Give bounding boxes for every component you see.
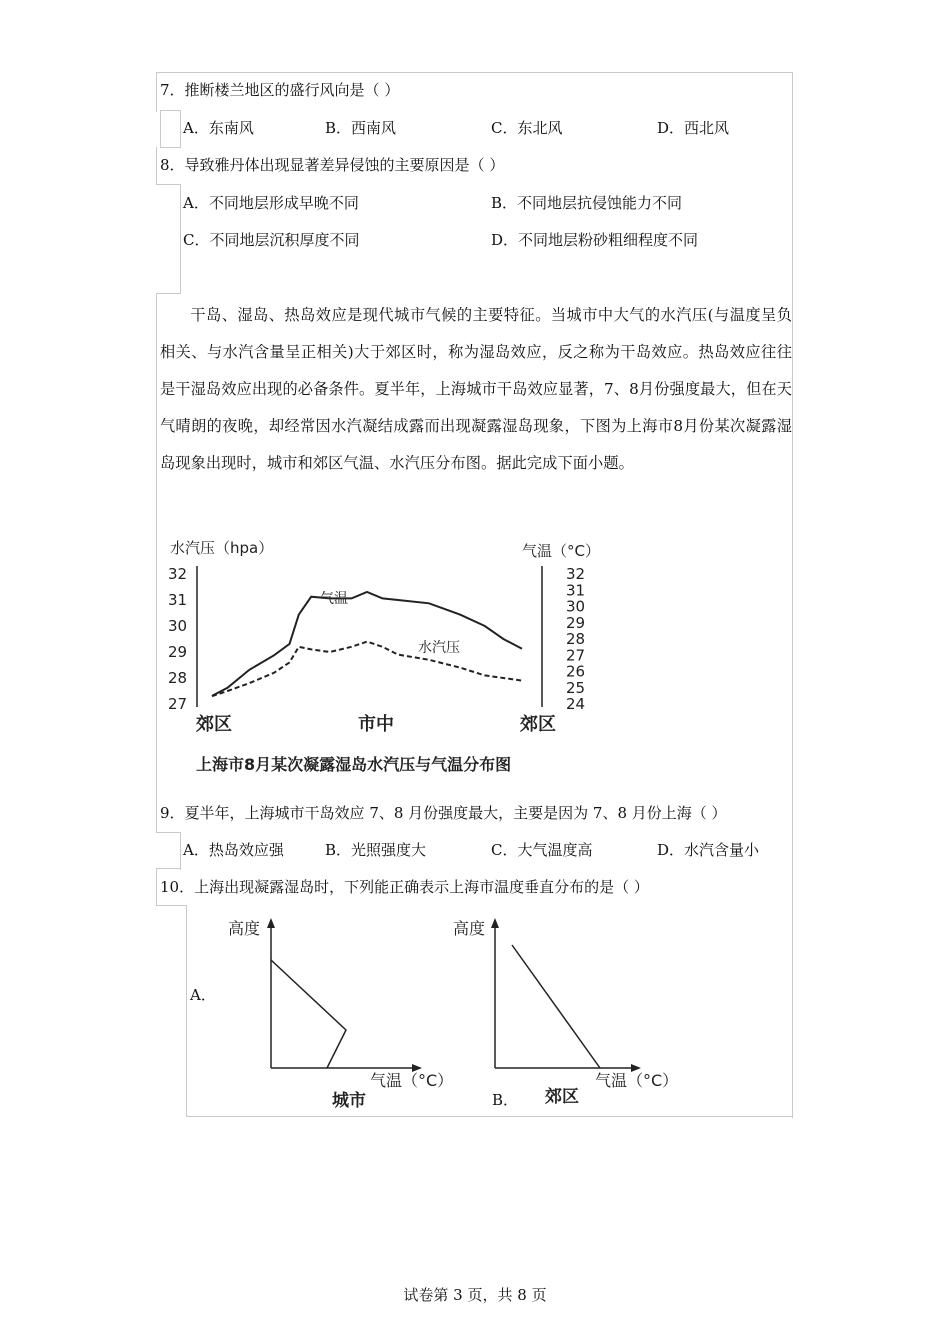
question-10-option-a[interactable]: A． [190,986,216,1004]
question-7-option-d[interactable]: D．西北风 [657,119,730,137]
reading-passage: 干岛、湿岛、热岛效应是现代城市气候的主要特征。当城市中大气的水汽压(与温度呈负相关、与水汽含量呈正相关)大于郊区时，称为湿岛效应，反之称为干岛效应。热岛效应往往是干湿岛效应出现的必备条件。夏半年，上海城市干岛效应显著，7、8月份强度最大，但在天气晴朗的夜晚，却经常因水汽凝结成露而出现凝露湿岛现象，下图为上海市8月份某次凝露湿岛现象出现时，城市和郊区气温、水汽压分布图。据此完成下面小题。 [160,306,792,472]
question-8-option-c[interactable]: C．不同地层沉积厚度不同 [183,231,360,249]
vapor-pressure-series-line [212,642,522,697]
question-10-option-b[interactable]: B． [492,1091,519,1109]
frame-divider [160,110,181,111]
frame-divider [156,868,181,869]
option-a-height-label: 高度 [228,919,261,938]
vapor-pressure-temperature-chart [160,530,620,780]
left-axis-label: 水汽压（hpa） [170,539,274,557]
right-axis-tick-label: 26 [566,662,586,681]
right-axis-tick-label: 27 [566,646,586,665]
x-category-label: 市中 [358,714,394,735]
question-9-option-a[interactable]: A．热岛效应强 [183,841,284,859]
frame-left-border [156,147,157,185]
question-9-option-c[interactable]: C．大气温度高 [491,841,593,859]
option-b-temperature-curve [512,945,600,1068]
x-category-label: 郊区 [520,714,556,735]
left-axis-tick-label: 29 [168,643,188,661]
frame-left-border [156,293,157,833]
question-8-option-b[interactable]: B．不同地层抗侵蚀能力不同 [491,194,683,212]
right-axis-tick-label: 29 [566,613,586,632]
frame-right-border [792,72,793,1118]
vapor-pressure-series-label: 水汽压 [418,640,460,656]
option-b-caption: 郊区 [545,1087,579,1107]
frame-left-border [180,184,181,294]
frame-divider [156,832,181,833]
arrow-up-icon [491,918,499,928]
question-7-option-a[interactable]: A．东南风 [183,119,254,137]
chart-title: 上海市8月某次凝露湿岛水汽压与气温分布图 [196,755,512,774]
left-axis-tick-label: 32 [168,565,188,583]
question-8-option-a[interactable]: A．不同地层形成早晚不同 [183,194,359,212]
option-a-temperature-profile-graph[interactable] [220,910,470,1110]
right-axis-tick-label: 25 [566,678,586,697]
frame-divider [160,147,181,148]
frame-divider [156,905,187,906]
right-axis-tick-label: 31 [566,581,586,600]
arrow-up-icon [267,918,275,928]
question-9-option-d[interactable]: D．水汽含量小 [657,841,760,859]
frame-left-border [180,110,181,148]
right-axis-tick-label: 24 [566,695,586,713]
option-a-temperature-curve [271,960,346,1068]
frame-bottom-border [186,1116,793,1117]
question-8-option-d[interactable]: D．不同地层粉砂粗细程度不同 [491,231,699,249]
question-7-option-c[interactable]: C．东北风 [491,119,563,137]
frame-left-border [160,110,161,148]
left-axis-tick-label: 31 [168,591,188,609]
right-axis-label: 气温（°C） [522,542,600,560]
frame-left-border [180,832,181,870]
left-axis-tick-label: 30 [168,617,188,635]
page-footer: 试卷第 3 页，共 8 页 [403,1286,547,1304]
frame-left-border [156,72,157,112]
option-a-caption: 城市 [332,1091,366,1110]
frame-left-border [186,905,187,1117]
frame-top-border [156,72,793,73]
question-10-stem: 10．上海出现凝露湿岛时，下列能正确表示上海市温度垂直分布的是（ ） [160,878,649,896]
x-category-label: 郊区 [196,714,232,735]
option-a-temperature-label: 气温（°C） [370,1071,454,1090]
question-7-stem: 7．推断楼兰地区的盛行风向是（ ） [160,81,400,99]
question-9-stem: 9．夏半年，上海城市干岛效应 7、8 月份强度最大，主要是因为 7、8 月份上海（ ） [160,804,727,822]
left-axis-tick-label: 28 [168,669,188,687]
right-axis-tick-label: 30 [566,597,586,616]
option-b-height-label: 高度 [453,919,486,938]
option-b-temperature-profile-graph[interactable] [445,910,695,1110]
frame-left-border [156,868,157,906]
question-8-stem: 8．导致雅丹体出现显著差异侵蚀的主要原因是（ ） [160,156,505,174]
question-9-option-b[interactable]: B．光照强度大 [325,841,427,859]
left-axis-tick-label: 27 [168,695,188,713]
question-7-option-b[interactable]: B．西南风 [325,119,397,137]
frame-divider [156,293,181,294]
option-b-temperature-label: 气温（°C） [595,1071,679,1090]
temperature-series-label: 气温 [320,591,348,607]
right-axis-tick-label: 32 [566,565,586,583]
right-axis-tick-label: 28 [566,630,586,648]
frame-divider [156,184,181,185]
